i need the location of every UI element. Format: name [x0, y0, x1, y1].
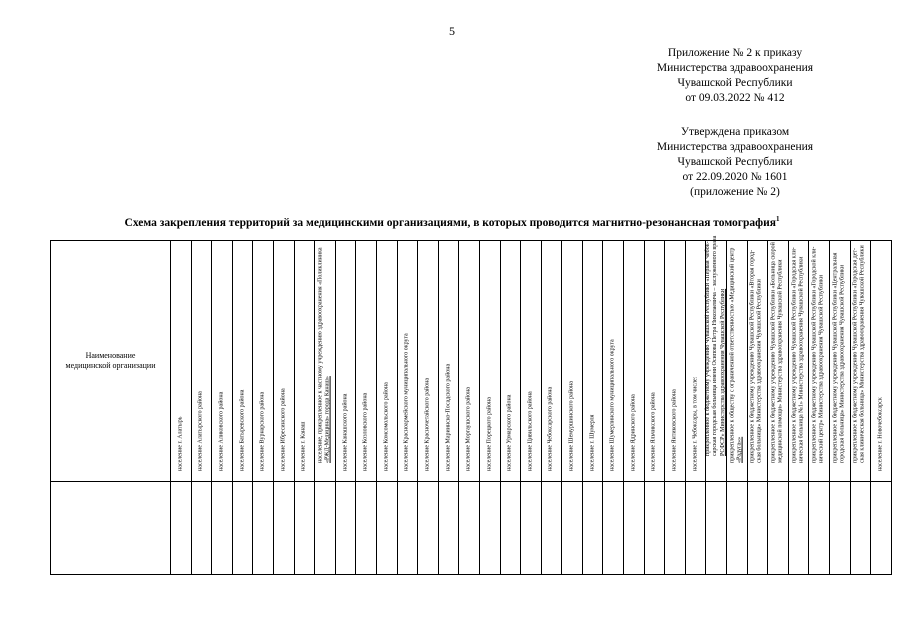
territory-column-label-line: население Вурнарского района	[259, 391, 266, 471]
territory-column-label-line: население Порецкого района	[486, 396, 492, 471]
table-cell	[315, 482, 336, 575]
table-cell	[685, 482, 706, 575]
organization-name-cell	[51, 482, 171, 575]
territory-column-label-line: население Красночетайского района	[424, 377, 431, 471]
territory-column-header	[376, 241, 397, 482]
territory-column-header	[273, 241, 294, 482]
territory-column-label	[568, 239, 575, 471]
territory-column-header	[850, 241, 871, 482]
approval-block	[620, 125, 850, 200]
territory-column-label	[589, 239, 596, 471]
territory-column-label-line: население Цивильского района	[527, 390, 534, 471]
territory-column-header	[665, 241, 686, 482]
territory-column-header	[562, 241, 583, 482]
territory-column-header	[603, 241, 624, 482]
territory-column-header	[624, 241, 645, 482]
territory-column-label-line: медицинской помощи» Министерства здравоохранения Чувашской Республики	[778, 259, 785, 464]
territory-column-header	[397, 241, 418, 482]
territory-column-label	[771, 231, 786, 463]
territory-column-label-line: население г. Новочебоксарск	[877, 396, 884, 471]
territory-column-label-line: население Канашского района	[341, 393, 348, 471]
territory-column-label	[692, 239, 699, 471]
territory-column-header	[747, 241, 768, 482]
table-cell	[541, 482, 562, 575]
territory-column-label-line: население г. Шумерля	[588, 414, 595, 471]
table-cell	[232, 482, 253, 575]
territory-column-label	[507, 239, 514, 471]
territory-column-header	[335, 241, 356, 482]
territory-column-label	[877, 239, 884, 471]
territory-column-label-line: прикрепленное к бюджетному учреждению Чувашской Республики «Больница скорой	[770, 242, 777, 464]
approval-line: Утверждена приказом	[680, 126, 790, 138]
territory-column-label	[342, 239, 349, 471]
table-cell	[438, 482, 459, 575]
table-cell	[562, 482, 583, 575]
appendix-line: Министерства здравоохранения	[656, 62, 814, 74]
table-cell	[212, 482, 233, 575]
territory-column-label	[832, 231, 847, 463]
territory-column-label-line: население Урмарского района	[506, 394, 513, 471]
territory-column-label-line: ская больница» Министерства здравоохранения Чувашской Республики	[757, 279, 764, 464]
territory-column-header	[253, 241, 274, 482]
territory-column-header	[582, 241, 603, 482]
title-footnote-marker: 1	[775, 215, 780, 223]
territory-column-label	[218, 239, 225, 471]
territory-column-header	[191, 241, 212, 482]
territory-column-label	[750, 231, 765, 463]
appendix-line: Приложение № 2 к приказу	[667, 47, 803, 59]
territory-column-label-line: прикрепленное к обществу с ограниченной ответственностью «Медицинский центр	[729, 247, 736, 464]
appendix-line: от 09.03.2022 № 412	[685, 92, 785, 104]
territory-column-label	[630, 239, 637, 471]
table-cell	[582, 482, 603, 575]
organization-name-header-line: Наименование	[85, 351, 136, 360]
territory-column-label	[239, 239, 246, 471]
territory-column-label	[729, 231, 744, 463]
table-cell	[706, 482, 727, 575]
table-header-row	[51, 241, 892, 482]
table-cell	[459, 482, 480, 575]
territory-column-label	[651, 239, 658, 471]
territory-column-header	[727, 241, 748, 482]
territory-column-header	[768, 241, 789, 482]
territory-column-header	[459, 241, 480, 482]
approval-line: Чувашской Республики	[677, 156, 793, 168]
territory-column-label-line: РСФСР» Министерства здравоохранения Чувашской Республики	[719, 288, 726, 456]
territory-column-label	[527, 239, 534, 471]
table-cell	[871, 482, 892, 575]
page-number: 5	[449, 24, 455, 38]
territory-column-label-line: сарская городская больница имени Осипова Петра Николаевича – заслуженного врача	[712, 235, 719, 456]
territory-column-label	[853, 231, 868, 463]
territory-column-label-line: население Шумерлинского муниципального округа	[609, 338, 616, 471]
territory-column-label	[318, 231, 333, 463]
territory-column-label-line: население Янтиковского района	[671, 388, 678, 471]
territory-column-label	[705, 224, 727, 456]
territory-column-label-line: население Комсомольского района	[383, 381, 390, 471]
territory-column-label-line: прикрепленное к бюджетному учреждению Чувашской Республики «Вторая город-	[750, 250, 757, 464]
territory-column-label-line: «Радуга»»	[736, 437, 743, 464]
territory-column-label-line: население Батыревского района	[238, 389, 245, 471]
territory-column-label	[362, 239, 369, 471]
table-cell	[603, 482, 624, 575]
territory-column-header	[438, 241, 459, 482]
territory-column-label-line: ская клиническая больница» Министерства здравоохранения Чувашской Республики	[860, 245, 867, 464]
table-cell	[253, 482, 274, 575]
territory-column-label-line: «РЖД-Медицина» города Канаш»	[324, 376, 331, 464]
table-cell	[376, 482, 397, 575]
territory-scheme-table	[50, 235, 892, 575]
territory-column-label-line: население Ядринского района	[630, 393, 637, 471]
territory-column-header	[644, 241, 665, 482]
table-cell	[665, 482, 686, 575]
territory-column-header	[294, 241, 315, 482]
territory-column-header	[418, 241, 439, 482]
approval-line: Министерства здравоохранения	[656, 141, 814, 153]
territory-column-label-line: население Аликовского района	[218, 391, 225, 471]
approval-line: от 22.09.2020 № 1601	[682, 171, 788, 183]
territory-column-label-line: население Алатырского района	[197, 390, 204, 471]
territory-column-label-line: население г. Канаш	[300, 421, 307, 471]
table-cell	[624, 482, 645, 575]
territory-column-label-line: население Козловского района	[362, 392, 369, 471]
territory-column-header	[356, 241, 377, 482]
territory-column-label-line: население Шемуршинского района	[568, 380, 575, 471]
territory-column-header	[541, 241, 562, 482]
territory-column-label	[812, 231, 827, 463]
territory-column-header	[685, 241, 706, 482]
territory-column-label-line: прикрепленное к бюджетному учреждению Чувашской Республики «Городская кли-	[791, 247, 798, 464]
appendix-block	[620, 46, 850, 106]
territory-column-header	[871, 241, 892, 482]
table-cell	[644, 482, 665, 575]
territory-column-header	[500, 241, 521, 482]
territory-column-label-line: прикрепленное к бюджетному учреждению Чувашской Республики «Городская дет-	[852, 248, 859, 464]
territory-column-header	[830, 241, 851, 482]
document-title	[0, 215, 904, 229]
table-cell	[788, 482, 809, 575]
table-cell	[768, 482, 789, 575]
appendix-line: Чувашской Республики	[677, 77, 793, 89]
table-cell	[273, 482, 294, 575]
territory-column-label	[465, 239, 472, 471]
territory-column-label	[177, 239, 184, 471]
organization-name-header	[51, 241, 171, 482]
table-cell	[397, 482, 418, 575]
territory-column-label	[791, 231, 806, 463]
territory-column-label-line: прикрепленное к бюджетному учреждению Чувашской Республики «Первая Чебок-	[705, 241, 712, 456]
territory-column-label	[280, 239, 287, 471]
territory-column-header	[479, 241, 500, 482]
territory-column-label	[301, 239, 308, 471]
organization-name-header-line: медицинской организации	[65, 361, 156, 370]
territory-column-label-line: прикрепленное к бюджетному учреждению Чувашской Республики «Городской кли-	[811, 246, 818, 464]
territory-column-header	[171, 241, 192, 482]
territory-column-label	[424, 239, 431, 471]
territory-column-label-line: население Красноармейского муниципального округа	[403, 332, 410, 471]
table-cell	[191, 482, 212, 575]
territory-column-label	[610, 239, 617, 471]
territory-column-label-line: население Яльчикского района	[650, 391, 657, 471]
table-cell	[356, 482, 377, 575]
territory-column-label-line: население, прикрепленное к частному учреждению здравоохранения «Поликлиника	[317, 247, 324, 464]
table-cell	[500, 482, 521, 575]
territory-column-label	[671, 239, 678, 471]
territory-column-label-line: население Моргаушского района	[465, 386, 472, 471]
territory-column-label	[404, 239, 411, 471]
territory-column-label-line: население Мариинско-Посадского района	[444, 363, 451, 471]
territory-column-label	[259, 239, 266, 471]
territory-column-header	[521, 241, 542, 482]
territory-column-header	[809, 241, 830, 482]
territory-column-label-line: население Чебоксарского района	[547, 386, 554, 471]
table-cell	[335, 482, 356, 575]
table-cell	[850, 482, 871, 575]
territory-column-label	[445, 239, 452, 471]
table-cell	[479, 482, 500, 575]
territory-column-label	[486, 239, 493, 471]
territory-column-label-line: население г. Алатырь	[177, 416, 184, 471]
table-cell	[727, 482, 748, 575]
table-cell	[747, 482, 768, 575]
document-title-text: Схема закрепления территорий за медицинскими организациями, в которых проводится магнитно-резонансная томография	[124, 216, 776, 229]
table-cell	[521, 482, 542, 575]
territory-column-label-line: прикрепленное к бюджетному учреждению Чувашской Республики «Центральная	[832, 252, 839, 464]
territory-column-label	[198, 239, 205, 471]
territory-column-header	[232, 241, 253, 482]
table-cell	[418, 482, 439, 575]
territory-column-label-line: население Ибресинского района	[280, 387, 287, 471]
table-cell	[171, 482, 192, 575]
territory-column-header	[315, 241, 336, 482]
territory-column-label-line: городская больница» Министерства здравоохранения Чувашской Республики	[839, 265, 846, 464]
table-body-row	[51, 482, 892, 575]
territory-column-label	[383, 239, 390, 471]
territory-column-label	[548, 239, 555, 471]
territory-column-header	[705, 235, 727, 482]
table-cell	[809, 482, 830, 575]
territory-column-label-line: ническая больница №1» Министерства здравоохранения Чувашской Республики	[798, 256, 805, 464]
table-cell	[830, 482, 851, 575]
territory-column-header	[788, 241, 809, 482]
table-cell	[294, 482, 315, 575]
territory-column-header	[212, 241, 233, 482]
territory-column-label-line: нический центр» Министерства здравоохранения Чувашской Республики	[819, 275, 826, 464]
territory-column-label-line: население г. Чебоксары, в том числе:	[691, 376, 698, 471]
approval-line: (приложение № 2)	[690, 186, 780, 198]
